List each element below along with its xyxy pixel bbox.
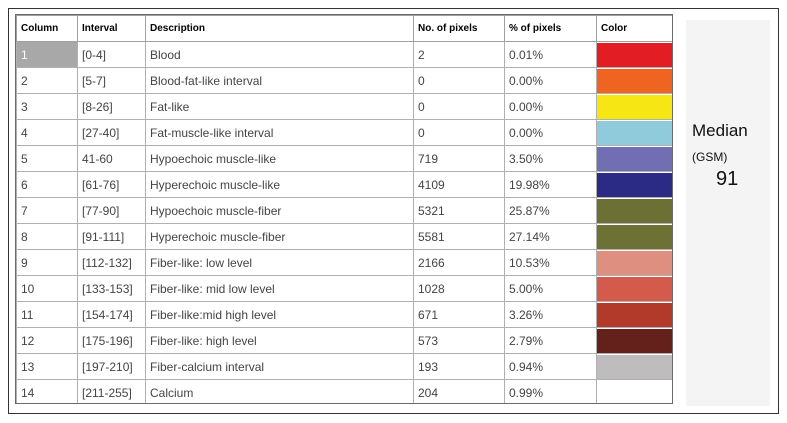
color-swatch (597, 381, 673, 405)
cell-description[interactable]: Hyperechoic muscle-fiber (146, 224, 414, 250)
color-swatch (597, 121, 673, 145)
cell-interval[interactable]: [211-255] (78, 380, 146, 405)
cell-color[interactable] (597, 120, 674, 146)
cell-interval[interactable]: [8-26] (78, 94, 146, 120)
cell-pixel-count[interactable]: 0 (414, 68, 505, 94)
table-row[interactable] (17, 224, 674, 250)
cell-interval[interactable]: [0-4] (78, 42, 146, 68)
cell-pixel-count[interactable]: 573 (414, 328, 505, 354)
cell-color[interactable] (597, 68, 674, 94)
header-color[interactable]: Color (597, 16, 674, 42)
table-row[interactable] (17, 68, 674, 94)
cell-column[interactable]: 10 (17, 276, 78, 302)
cell-pixel-count[interactable]: 1028 (414, 276, 505, 302)
cell-pixel-percent[interactable]: 5.00% (505, 276, 597, 302)
table-body (17, 42, 674, 405)
cell-pixel-count[interactable]: 5581 (414, 224, 505, 250)
cell-column[interactable]: 5 (17, 146, 78, 172)
cell-color[interactable] (597, 94, 674, 120)
cell-interval[interactable]: [112-132] (78, 250, 146, 276)
color-swatch (597, 225, 673, 249)
cell-pixel-count[interactable]: 0 (414, 120, 505, 146)
median-unit: (GSM) (692, 150, 728, 164)
cell-column[interactable]: 13 (17, 354, 78, 380)
cell-description[interactable]: Fiber-calcium interval (146, 354, 414, 380)
cell-pixel-count[interactable]: 193 (414, 354, 505, 380)
table-row[interactable] (17, 380, 674, 405)
cell-color[interactable] (597, 354, 674, 380)
cell-color[interactable] (597, 42, 674, 68)
cell-color[interactable] (597, 198, 674, 224)
color-swatch (597, 303, 673, 327)
table-row[interactable] (17, 276, 674, 302)
cell-pixel-percent[interactable]: 0.00% (505, 68, 597, 94)
cell-color[interactable] (597, 302, 674, 328)
table-row[interactable] (17, 250, 674, 276)
table-row[interactable] (17, 302, 674, 328)
cell-pixel-count[interactable]: 4109 (414, 172, 505, 198)
cell-pixel-percent[interactable]: 0.99% (505, 380, 597, 405)
table-row[interactable] (17, 354, 674, 380)
color-swatch (597, 147, 673, 171)
cell-pixel-count[interactable]: 0 (414, 94, 505, 120)
cell-pixel-count[interactable]: 719 (414, 146, 505, 172)
cell-description[interactable]: Hypoechoic muscle-fiber (146, 198, 414, 224)
cell-interval[interactable]: [133-153] (78, 276, 146, 302)
cell-pixel-percent[interactable]: 10.53% (505, 250, 597, 276)
cell-color[interactable] (597, 276, 674, 302)
table-row[interactable] (17, 94, 674, 120)
cell-interval[interactable]: [77-90] (78, 198, 146, 224)
cell-color[interactable] (597, 250, 674, 276)
cell-description[interactable]: Fiber-like:mid high level (146, 302, 414, 328)
color-swatch (597, 355, 673, 379)
table-row[interactable] (17, 172, 674, 198)
median-panel (686, 20, 770, 406)
cell-pixel-count[interactable]: 671 (414, 302, 505, 328)
color-swatch (597, 173, 673, 197)
cell-pixel-count[interactable]: 204 (414, 380, 505, 405)
cell-color[interactable] (597, 328, 674, 354)
header-pixel-percent[interactable]: % of pixels (505, 16, 597, 42)
cell-column[interactable]: 11 (17, 302, 78, 328)
header-description[interactable]: Description (146, 16, 414, 42)
cell-description[interactable]: Fiber-like: mid low level (146, 276, 414, 302)
cell-pixel-percent[interactable]: 3.50% (505, 146, 597, 172)
color-swatch (597, 277, 673, 301)
table-row[interactable] (17, 328, 674, 354)
cell-column[interactable]: 12 (17, 328, 78, 354)
cell-pixel-percent[interactable]: 0.94% (505, 354, 597, 380)
color-swatch (597, 251, 673, 275)
histogram-table-window (15, 14, 673, 404)
cell-color[interactable] (597, 146, 674, 172)
cell-description[interactable]: Fat-muscle-like interval (146, 120, 414, 146)
table-header-row (17, 16, 674, 42)
cell-interval[interactable]: [61-76] (78, 172, 146, 198)
histogram-table (16, 15, 673, 404)
cell-description[interactable]: Fiber-like: high level (146, 328, 414, 354)
color-swatch (597, 69, 673, 93)
cell-description[interactable]: Hyperechoic muscle-like (146, 172, 414, 198)
cell-description[interactable]: Calcium (146, 380, 414, 405)
median-value: 91 (716, 168, 739, 190)
cell-description[interactable]: Blood-fat-like interval (146, 68, 414, 94)
cell-pixel-percent[interactable]: 2.79% (505, 328, 597, 354)
median-label: Median (692, 121, 748, 140)
header-pixel-count[interactable]: No. of pixels (414, 16, 505, 42)
cell-interval[interactable]: [154-174] (78, 302, 146, 328)
cell-pixel-percent[interactable]: 0.01% (505, 42, 597, 68)
header-column[interactable]: Column (17, 16, 78, 42)
color-swatch (597, 95, 673, 119)
cell-pixel-percent[interactable]: 27.14% (505, 224, 597, 250)
cell-description[interactable]: Fat-like (146, 94, 414, 120)
cell-pixel-percent[interactable]: 19.98% (505, 172, 597, 198)
cell-pixel-percent[interactable]: 3.26% (505, 302, 597, 328)
cell-column[interactable]: 14 (17, 380, 78, 405)
cell-interval[interactable]: 41-60 (78, 146, 146, 172)
cell-color[interactable] (597, 172, 674, 198)
cell-column[interactable]: 4 (17, 120, 78, 146)
cell-column[interactable]: 8 (17, 224, 78, 250)
cell-interval[interactable]: [197-210] (78, 354, 146, 380)
cell-column[interactable]: 1 (17, 42, 78, 68)
cell-pixel-count[interactable]: 5321 (414, 198, 505, 224)
cell-interval[interactable]: [91-111] (78, 224, 146, 250)
cell-pixel-count[interactable]: 2166 (414, 250, 505, 276)
cell-column[interactable]: 3 (17, 94, 78, 120)
cell-pixel-percent[interactable]: 0.00% (505, 120, 597, 146)
color-swatch (597, 43, 673, 67)
cell-description[interactable]: Fiber-like: low level (146, 250, 414, 276)
table-row[interactable] (17, 146, 674, 172)
cell-description[interactable]: Blood (146, 42, 414, 68)
table-row[interactable] (17, 198, 674, 224)
cell-column[interactable]: 2 (17, 68, 78, 94)
table-row[interactable] (17, 120, 674, 146)
cell-color[interactable] (597, 380, 674, 405)
cell-column[interactable]: 7 (17, 198, 78, 224)
cell-pixel-percent[interactable]: 25.87% (505, 198, 597, 224)
cell-column[interactable]: 9 (17, 250, 78, 276)
cell-description[interactable]: Hypoechoic muscle-like (146, 146, 414, 172)
color-swatch (597, 199, 673, 223)
cell-pixel-count[interactable]: 2 (414, 42, 505, 68)
cell-color[interactable] (597, 224, 674, 250)
cell-interval[interactable]: [5-7] (78, 68, 146, 94)
cell-interval[interactable]: [175-196] (78, 328, 146, 354)
cell-pixel-percent[interactable]: 0.00% (505, 94, 597, 120)
cell-interval[interactable]: [27-40] (78, 120, 146, 146)
header-interval[interactable]: Interval (78, 16, 146, 42)
color-swatch (597, 329, 673, 353)
table-row[interactable] (17, 42, 674, 68)
cell-column[interactable]: 6 (17, 172, 78, 198)
